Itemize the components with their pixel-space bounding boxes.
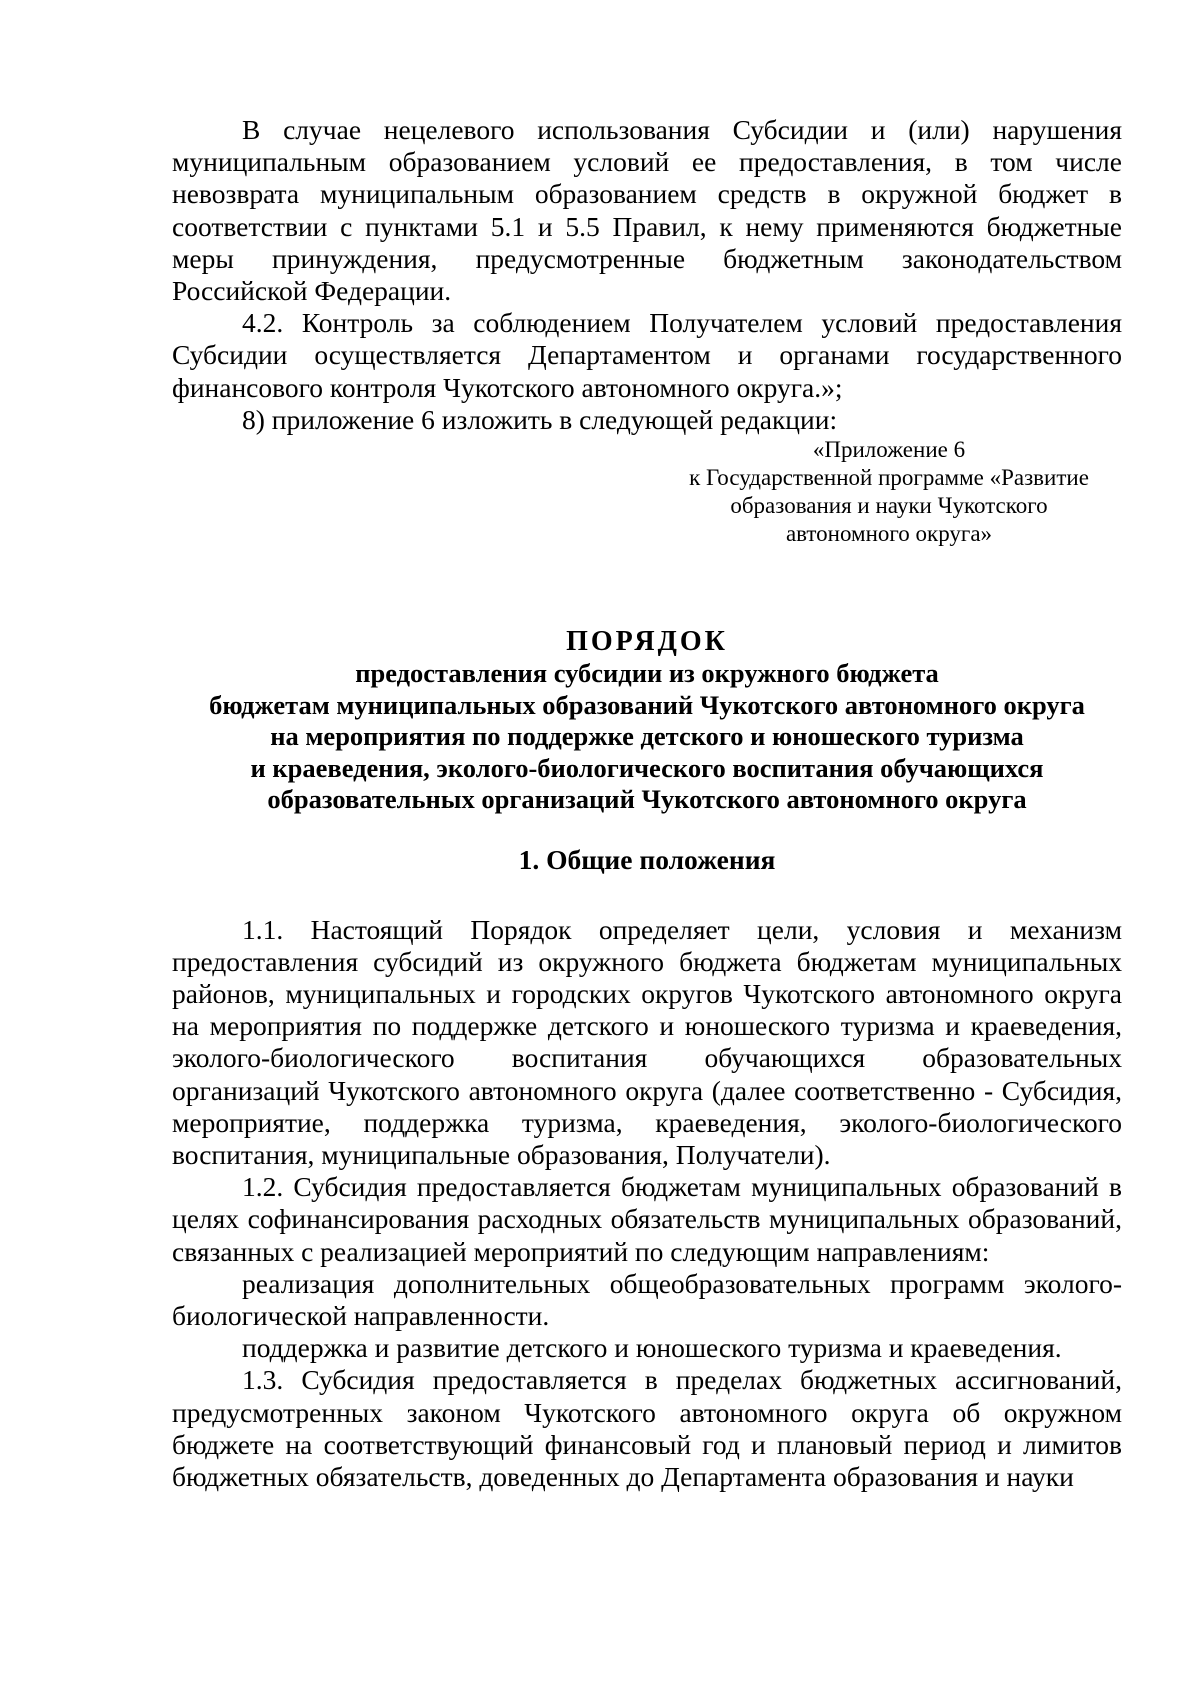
document-subtitle-line: и краеведения, эколого-биологического воспитания обучающихся	[250, 752, 1044, 783]
document-subtitle-line: бюджетам муниципальных образований Чукотского автономного округа	[209, 689, 1085, 720]
appendix-note-line: «Приложение 6	[812, 437, 966, 463]
section-heading: 1. Общие положения	[518, 843, 776, 875]
paragraph-direction-ecobio: реализация дополнительных общеобразовательных программ эколого-биологической направленности.	[172, 1267, 1122, 1331]
document-subtitle-line: образовательных организаций Чукотского автономного округа	[267, 784, 1027, 815]
document-page	[172, 114, 1122, 1493]
document-subtitle-line: на мероприятия по поддержке детского и юношеского туризма	[270, 721, 1024, 752]
appendix-note	[666, 436, 1112, 548]
paragraph-1-2: 1.2. Субсидия предоставляется бюджетам муниципальных образований в целях софинансирования расходных обязательств муниципальных образований, связанных с реализацией мероприятий по следующим направлениям:	[172, 1171, 1122, 1267]
appendix-note-line: автономного округа»	[785, 521, 993, 547]
document-title: ПОРЯДОК	[566, 626, 728, 658]
paragraph-direction-tourism: поддержка и развитие детского и юношеского туризма и краеведения.	[242, 1332, 1062, 1364]
appendix-note-line: к Государственной программе «Развитие	[689, 465, 1089, 491]
paragraph-1-1: 1.1. Настоящий Порядок определяет цели, условия и механизм предоставления субсидий из окружного бюджета бюджетам муниципальных районов, муниципальных и городских округов Чукотского автономного округа на мероприятия по поддержке детского и юношеского туризма и краеведения, эколого-биологического воспитания обучающихся образовательных организаций Чукотского автономного округа (далее соответственно - Субсидия, мероприятие, поддержка туризма, краеведения, эколого-биологического воспитания, муниципальные образования, Получатели).	[172, 913, 1122, 1170]
paragraph-misuse-measures: В случае нецелевого использования Субсидии и (или) нарушения муниципальным образованием условий ее предоставления, в том числе невозврата муниципальным образованием средств в окружной бюджет в соответствии с пунктами 5.1 и 5.5 Правил, к нему применяются бюджетные меры принуждения, предусмотренные бюджетным законодательством Российской Федерации.	[172, 114, 1122, 307]
paragraph-1-3: 1.3. Субсидия предоставляется в пределах бюджетных ассигнований, предусмотренных законом Чукотского автономного округа об окружном бюджете на соответствующий финансовый год и плановый период и лимитов бюджетных обязательств, доведенных до Департамента образования и науки	[172, 1364, 1122, 1492]
paragraph-4-2-control: 4.2. Контроль за соблюдением Получателем условий предоставления Субсидии осуществляется Департаментом и органами государственного финансового контроля Чукотского автономного округа.»;	[172, 307, 1122, 403]
document-subtitle-line: предоставления субсидии из окружного бюджета	[355, 658, 939, 689]
appendix-note-line: образования и науки Чукотского	[730, 493, 1048, 519]
paragraph-item-8: 8) приложение 6 изложить в следующей редакции:	[242, 403, 838, 435]
